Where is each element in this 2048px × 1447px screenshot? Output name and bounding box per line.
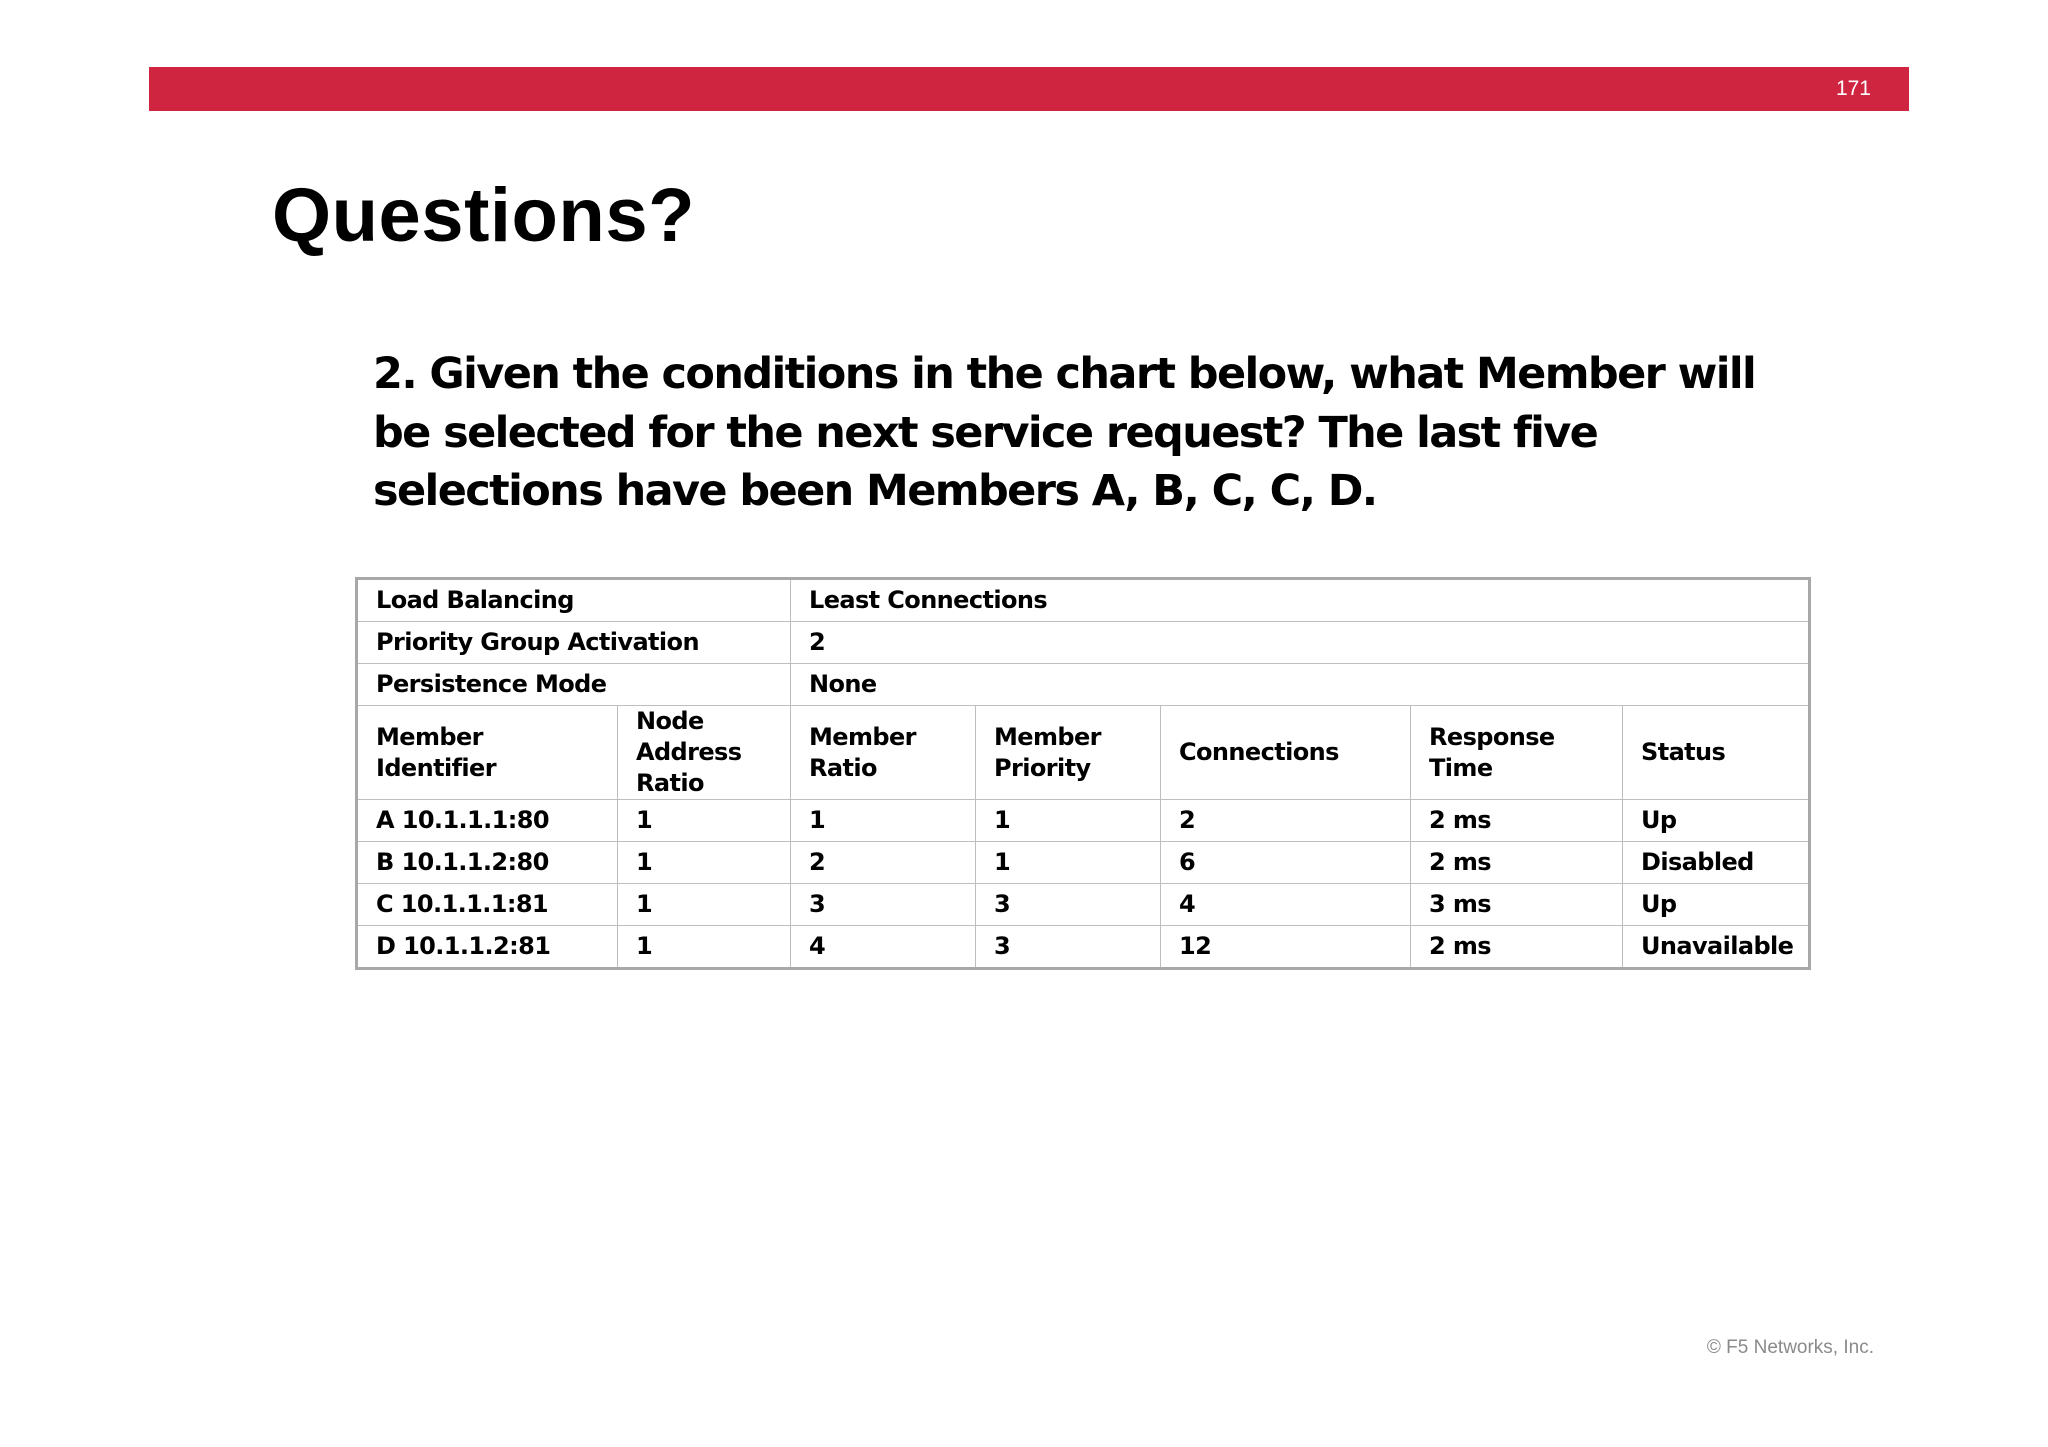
table-cell: 1 <box>618 926 791 969</box>
table-cell: Up <box>1623 800 1810 842</box>
setting-row <box>357 622 1810 664</box>
question-text: 2. Given the conditions in the chart below, what Member will be selected for the next service request? The last five selections have been Members A, B, C, C, D. <box>373 349 1756 516</box>
column-header: Status <box>1623 706 1810 800</box>
table-cell: 1 <box>976 800 1161 842</box>
table-row <box>357 926 1810 969</box>
column-header: Member Identifier <box>357 706 618 800</box>
column-header: Node Address Ratio <box>618 706 791 800</box>
table-cell: 1 <box>618 800 791 842</box>
table-cell: B 10.1.1.2:80 <box>357 842 618 884</box>
copyright-notice: © F5 Networks, Inc. <box>1706 1337 1874 1358</box>
table-cell: A 10.1.1.1:80 <box>357 800 618 842</box>
table-cell: 3 <box>976 926 1161 969</box>
table-cell: 2 ms <box>1411 800 1623 842</box>
setting-label: Priority Group Activation <box>357 622 791 664</box>
page-number: 171 <box>1835 77 1871 100</box>
table-cell: Up <box>1623 884 1810 926</box>
column-header: Member Priority <box>976 706 1161 800</box>
pool-config-table <box>355 577 1811 970</box>
table-row <box>357 884 1810 926</box>
table-cell: 1 <box>618 884 791 926</box>
table-cell: 3 <box>791 884 976 926</box>
setting-value: Least Connections <box>791 579 1810 622</box>
setting-label: Load Balancing <box>357 579 791 622</box>
table-cell: 3 <box>976 884 1161 926</box>
table-cell: 4 <box>791 926 976 969</box>
table-cell: 2 <box>791 842 976 884</box>
header-bar <box>149 67 1909 111</box>
table-cell: Unavailable <box>1623 926 1810 969</box>
table-row <box>357 842 1810 884</box>
table-cell: Disabled <box>1623 842 1810 884</box>
column-header-row <box>357 706 1810 800</box>
table-cell: C 10.1.1.1:81 <box>357 884 618 926</box>
table-cell: D 10.1.1.2:81 <box>357 926 618 969</box>
column-header: Connections <box>1161 706 1411 800</box>
column-header: Response Time <box>1411 706 1623 800</box>
table-cell: 1 <box>618 842 791 884</box>
table-cell: 2 <box>1161 800 1411 842</box>
setting-value: 2 <box>791 622 1810 664</box>
table-cell: 3 ms <box>1411 884 1623 926</box>
column-header: Member Ratio <box>791 706 976 800</box>
setting-row <box>357 579 1810 622</box>
table-cell: 6 <box>1161 842 1411 884</box>
table-cell: 2 ms <box>1411 926 1623 969</box>
setting-label: Persistence Mode <box>357 664 791 706</box>
page-title: Questions? <box>272 173 696 258</box>
table-cell: 1 <box>976 842 1161 884</box>
setting-row <box>357 664 1810 706</box>
table-cell: 1 <box>791 800 976 842</box>
table-row <box>357 800 1810 842</box>
setting-value: None <box>791 664 1810 706</box>
table-cell: 12 <box>1161 926 1411 969</box>
table-cell: 2 ms <box>1411 842 1623 884</box>
table-cell: 4 <box>1161 884 1411 926</box>
